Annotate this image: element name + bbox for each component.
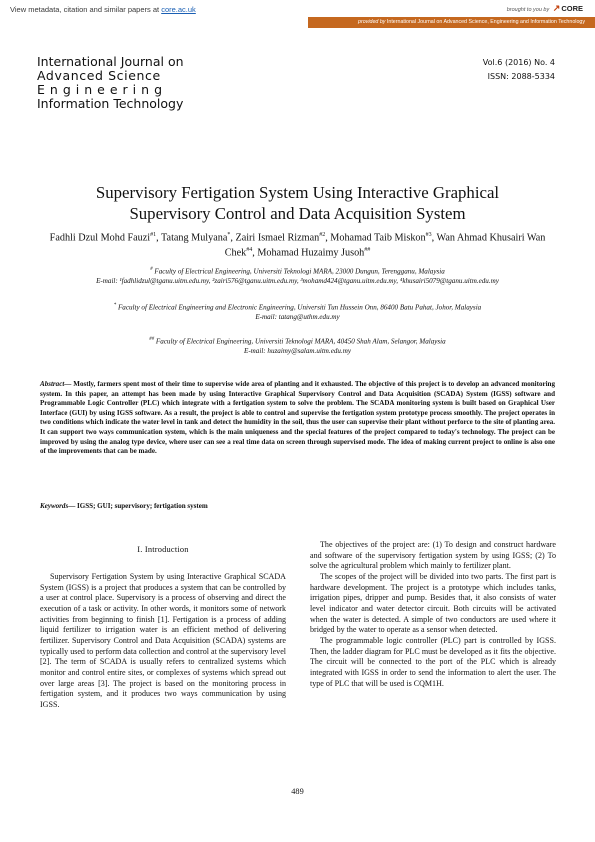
author-mark: ## [364, 247, 371, 254]
core-banner [0, 0, 595, 30]
keywords-text: — IGSS; GUI; supervisory; fertigation system [68, 502, 208, 510]
author-sep: , [156, 232, 162, 244]
keywords [40, 502, 555, 510]
abstract-label: Abstract [40, 380, 65, 388]
core-metadata-text: View metadata, citation and similar papers at [10, 5, 162, 14]
scope-paragraph: The scopes of the project will be divided into two parts. The first part is hardware development. The project is a prototype which includes tanks, irrigation pipes, dripper and pump. Besides that, it also consists of water level indicator and water detector circuit. Both circuits will be activated when the water is detected. A simple of two conductors are used where it bridged by the water to operate as a sensor when detected. [310, 571, 556, 635]
provided-by-bar[interactable] [308, 17, 595, 28]
author-sep: , [431, 232, 437, 244]
left-column [40, 572, 286, 711]
journal-name-line3: Engineering [37, 82, 167, 97]
journal-name-line1: International Journal on [37, 54, 184, 69]
objectives-paragraph: The objectives of the project are: (1) To design and construct hardware and software of the supervisory fertigation system by using IGSS; (2) To solve the agricultural problem which mainly to fertilizer plant. [310, 540, 556, 571]
brought-by-core[interactable] [507, 3, 583, 14]
intro-paragraph: Supervisory Fertigation System by using Interactive Graphical SCADA System (IGSS) is a project that produces a system that can be controlled by a user at control place. Supervisory is a process of observing and direct the execution of a task or activity. In other words, it monitors some of network activities from beginning to finish [1]. Fertigation is a process of adding liquid fertilizer to irrigation water is an efficient method of delivering fertilizer. Supervisory Control and Data Acquisition (SCADA) systems are typically used to perform data collection and control at the supervisory level [2]. The term of SCADA is usually refers to centralized systems which monitor and control entire sites, or complexes of systems which spread out over large areas [3]. The project is based on the monitoring process in fertigation system, and it produces two ways communication by using IGSS. [40, 572, 286, 709]
affiliation-email: E-mail: tatang@uthm.edu.my [255, 313, 340, 322]
title-line1: Supervisory Fertigation System Using Interactive Graphical [95, 183, 500, 202]
title-line2: Supervisory Control and Data Acquisition System [129, 204, 466, 223]
affiliation-text: Faculty of Electrical Engineering, Universiti Teknologi MARA, 40450 Shah Alam, Selangor, Malaysia [155, 337, 446, 346]
affiliation-mark: # [150, 267, 153, 272]
affiliation-email: E-mail: huzaimy@salam.uitm.edu.my [243, 347, 351, 356]
core-url-link[interactable]: core.ac.uk [161, 5, 196, 14]
right-column [310, 540, 556, 689]
author-name: Tatang Mulyana [161, 232, 228, 244]
core-logo [553, 4, 583, 13]
author-mark: #1 [150, 232, 157, 238]
affiliation-1 [30, 265, 565, 286]
author-name: Wan Ahmad Khusairi Wan Chek [224, 232, 546, 259]
affiliation-email: E-mail: ¹fadhlidzul@tganu.uitm.edu.my, ²zairi576@tganu.uitm.edu.my, ³mohamd424@tganu.uitm.edu.my, ⁴khusairi5079@tganu.uitm.edu.my [96, 277, 499, 286]
journal-name-line4: Information Technology [37, 96, 184, 111]
journal-masthead [37, 55, 184, 111]
author-name: Zairi Ismael Rizman [235, 232, 320, 244]
affiliation-3 [30, 335, 565, 356]
affiliation-text: Faculty of Electrical Engineering and Electronic Engineering, Universiti Tun Hussein Onn, 86400 Batu Pahat, Johor, Malaysia [117, 303, 482, 312]
author-sep: , [252, 247, 258, 259]
author-mark: #3 [425, 232, 432, 238]
author-name: Mohamad Taib Miskon [330, 232, 426, 244]
author-name: Mohamad Huzaimy Jusoh [257, 247, 365, 259]
author-mark: #2 [319, 232, 326, 238]
journal-name-line2: Advanced Science [37, 68, 161, 83]
abstract-text: — Mostly, farmers spent most of their time to supervise wide area of planting and it exhausted. The objective of this project is to develop an advanced monitoring system. In this paper, an attempt has been made by using Interactive Graphical Supervisory Control and Data Acquisition (SCADA) System (IGSS) software and Programmable Logic Controller (PLC) which integrate with a fertigation system to solve the problem. The SCADA monitoring system is built based on Graphical User Interface (GUI) by using IGSS software. As a result, the project is able to control and supervise the fertigation system prototype process smoothly. The project operates in two conditions which indicate the water level in tank and detect the humidity in the soil, thus the user can supervise their plant without perforce to the site of planting area. It can support two ways communication system, which is the main uniqueness and the special features of the project compared to today's technology. The project can be improved by using the analog type device, where user can see a real time data on screen through supervised mode. The idea of making current project to online is also one of the improvements that can be made. [40, 380, 555, 456]
core-logo-icon: ↗ [552, 3, 561, 13]
author-mark: * [227, 232, 231, 238]
volume-info [483, 56, 555, 84]
author-sep: , [325, 232, 331, 244]
provided-source: International Journal on Advanced Science, Engineering and Information Technology [386, 19, 585, 25]
section-heading-introduction: I. Introduction [137, 545, 189, 554]
author-sep: , [230, 232, 236, 244]
issn: ISSN: 2088-5334 [487, 72, 555, 81]
page-number: 489 [291, 787, 304, 796]
author-mark: #4 [246, 247, 253, 254]
provided-prefix: provided by [358, 19, 386, 25]
core-metadata-link[interactable] [10, 5, 196, 14]
affiliation-mark: * [113, 303, 117, 308]
abstract [40, 380, 555, 457]
affiliation-text: Faculty of Electrical Engineering, Universiti Teknologi MARA, 23000 Dungun, Terengganu, Malaysia [154, 267, 445, 276]
author-name: Fadhli Dzul Mohd Fauzi [49, 232, 151, 244]
paper-title [40, 182, 555, 224]
affiliation-2 [30, 301, 565, 322]
affiliation-mark: ## [149, 337, 155, 342]
brought-by-text: brought to you by [506, 7, 550, 13]
volume-number: Vol.6 (2016) No. 4 [482, 58, 555, 67]
author-list [38, 229, 557, 260]
core-logo-text: CORE [561, 4, 583, 13]
plc-paragraph: The programmable logic controller (PLC) part is controlled by IGSS. Then, the ladder diagram for PLC must be developed as it fits the objective. The circuit will be connected to the port of the PLC which is already integrated with IGSS in order to send the information to alert the user. The type of PLC that will be used is CQM1H. [310, 635, 556, 688]
keywords-label: Keywords [40, 502, 69, 510]
